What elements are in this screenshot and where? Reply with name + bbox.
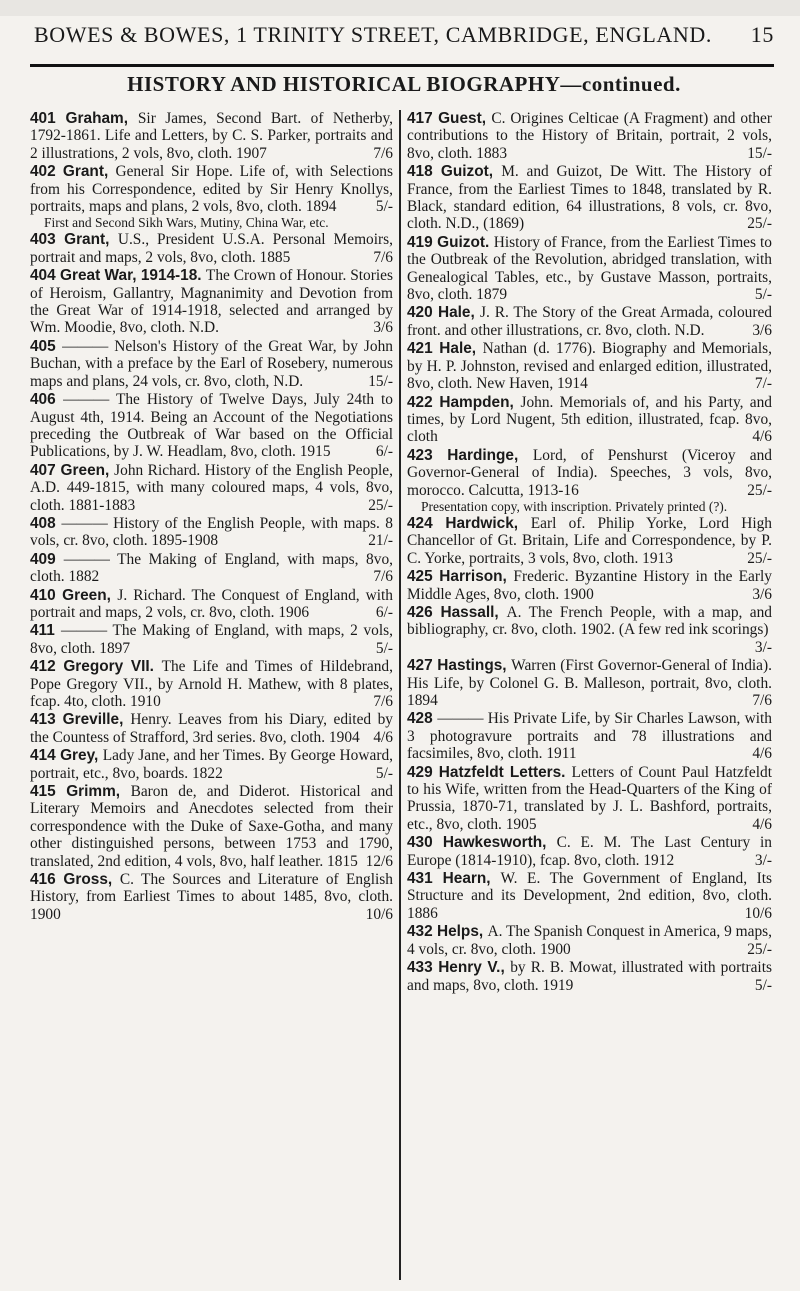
catalogue-entry xyxy=(407,515,772,567)
entry-name: Gregory VII. xyxy=(63,658,162,676)
entry-price: 5/- xyxy=(375,639,393,657)
entry-description: U.S., President U.S.A. Personal Memoirs, portrait and maps, 2 vols, 8vo, cloth. 1885 xyxy=(30,231,393,266)
entry-description: Frederic. Byzantine History in the Early Middle Ages, 8vo, cloth. 1900 xyxy=(407,568,772,603)
entry-number: 402 xyxy=(30,163,63,181)
entry-name: Grey, xyxy=(60,747,103,765)
entry-name: Guizot. xyxy=(437,233,494,251)
entry-name: Green, xyxy=(60,461,115,479)
entry-price: 25/- xyxy=(747,940,772,958)
entry-description: Henry. Leaves from his Diary, edited by the Countess of Strafford, 3rd series. 8vo, cloth. 1904 xyxy=(30,711,393,746)
entry-name: Grant, xyxy=(64,231,118,249)
entry-number: 414 xyxy=(30,747,61,765)
entry-name: Hardinge, xyxy=(447,446,533,464)
entry-number: 420 xyxy=(407,304,438,322)
entry-description: Warren (First Governor-General of India). His Life, by Colonel G. B. Malleson, portrait, 8vo, cloth. 1894 xyxy=(407,657,772,709)
entry-description: Earl of. Philip Yorke, Lord High Chancellor of Gt. Britain, Life and Correspondence, by P. C. Yorke, portraits, 3 vols, 8vo, cloth. 1913 xyxy=(407,514,772,567)
entry-number: 419 xyxy=(407,233,438,251)
entry-name: Hearn, xyxy=(442,870,501,888)
entry-description: Nathan (d. 1776). Biography and Memorials, by H. P. Johnston, revised and enlarged edition, illustrated, 8vo, cloth. New Haven, 1914 xyxy=(407,340,772,393)
entry-description: The Life and Times of Hildebrand, Pope Gregory VII., by Arnold H. Mathew, with 8 plates, fcap. 4to, cloth. 1910 xyxy=(30,658,393,710)
entry-description: ——— The Making of England, with maps, 2 vols, 8vo, cloth. 1897 xyxy=(30,622,393,657)
entry-name: Hardwick, xyxy=(445,514,531,532)
entry-description: John Richard. History of the English People, A.D. 449-1815, with many coloured maps, 4 vols, 8vo, cloth. 1881-1883 xyxy=(30,461,393,514)
entry-description: M. and Guizot, De Witt. The History of France, from the Earliest Times to 1848, translated by R. Black, standard edition, 64 illustrations, 8 vols, cr. 8vo, cloth. N.D., (1869) xyxy=(407,163,772,233)
entry-price: 6/- xyxy=(375,443,393,461)
entry-number: 424 xyxy=(407,514,446,532)
entry-price: 3/- xyxy=(754,851,772,869)
entry-price: 3/6 xyxy=(752,321,772,339)
right-column xyxy=(401,110,772,1280)
entry-price: 7/6 xyxy=(373,248,393,266)
entry-price: 12/6 xyxy=(365,852,393,870)
entry-description: The Crown of Honour. Stories of Heroism, Gallantry, Magnanimity and Devotion from the Great War of 1914-1918, selected and arranged by Wm. Moodie, 8vo, cloth. N.D. xyxy=(30,267,393,337)
catalogue-entry xyxy=(30,622,393,657)
entry-name: Graham, xyxy=(65,110,138,127)
entry-price: 6/- xyxy=(375,603,393,621)
catalogue-entry xyxy=(407,870,772,922)
entry-number: 431 xyxy=(407,870,443,888)
entry-name: Gross, xyxy=(63,871,120,889)
entry-price: 3/6 xyxy=(752,585,772,603)
catalogue-entry xyxy=(407,234,772,304)
entry-number: 417 xyxy=(407,110,439,127)
entry-price: 25/- xyxy=(747,481,772,499)
entry-number: 408 xyxy=(30,514,62,532)
catalogue-entry xyxy=(30,391,393,461)
entry-description: John. Memorials of, and his Party, and times, by Lord Nugent, 5th edition, illustrated, fcap. 8vo, cloth xyxy=(407,393,772,446)
entry-price: 25/- xyxy=(368,496,393,514)
catalogue-entry xyxy=(30,515,393,550)
catalogue-entry xyxy=(30,711,393,746)
entry-description: ——— Nelson's History of the Great War, by John Buchan, with a preface by the Earl of Rosebery, numerous maps and plans, 24 vols, cr. 8vo, cloth, N.D. xyxy=(30,337,393,390)
catalogue-entry xyxy=(407,568,772,603)
catalogue-entry xyxy=(30,338,393,390)
catalogue-entry xyxy=(407,340,772,392)
catalogue-entry xyxy=(30,658,393,710)
entry-price: 10/6 xyxy=(365,905,393,923)
entry-description: J. Richard. The Conquest of England, with portrait and maps, 2 vols, cr. 8vo, cloth. 1906 xyxy=(30,586,393,621)
entry-name: Guizot, xyxy=(440,163,502,181)
entry-number: 416 xyxy=(30,871,64,889)
entry-name: Grant, xyxy=(62,163,116,181)
entry-price: 3/- xyxy=(754,638,772,656)
entry-note: First and Second Sikh Wars, Mutiny, China War, etc. xyxy=(44,215,329,231)
entry-name: Hassall, xyxy=(440,603,507,621)
entry-number: 426 xyxy=(407,603,441,621)
page-top-edge xyxy=(0,0,800,16)
entry-number: 413 xyxy=(30,711,63,729)
entry-price: 5/- xyxy=(375,198,393,216)
entry-name: Helps, xyxy=(436,923,488,941)
page-number: 15 xyxy=(750,22,774,47)
entry-price: 25/- xyxy=(747,549,772,567)
entry-price: 7/6 xyxy=(373,693,393,710)
entry-price: 7/- xyxy=(754,375,772,393)
entry-description: ——— The History of Twelve Days, July 24th to August 4th, 1914. Being an Account of the Negotiations preceding the Outbreak of War based on the Official Publications, by J. W. Headlam, 8vo, cloth. 1915 xyxy=(30,391,393,461)
running-header xyxy=(34,22,774,48)
entry-number: 412 xyxy=(30,658,64,676)
entry-number: 405 xyxy=(30,337,63,355)
entry-description: by R. B. Mowat, illustrated with portraits and maps, 8vo, cloth. 1919 xyxy=(407,959,772,994)
entry-description: J. R. The Story of the Great Armada, coloured front. and other illustrations, cr. 8vo, cloth. N.D. xyxy=(407,304,773,339)
catalogue-entry xyxy=(30,163,393,230)
entry-price: 21/- xyxy=(368,532,393,550)
entry-description: Letters of Count Paul Hatzfeldt to his Wife, written from the Head-Quarters of the King of Prussia, 1870-71, translated by J. L. Bashford, portraits, etc., 8vo, cloth. 1905 xyxy=(407,763,772,833)
entry-description: General Sir Hope. Life of, with Selections from his Correspondence, edited by Sir Henry Knollys, portraits, maps and plans, 2 vols, 8vo, cloth. 1894 xyxy=(30,163,393,216)
catalogue-entry xyxy=(407,959,772,994)
header-rule xyxy=(30,64,774,67)
catalogue-entry xyxy=(407,394,772,446)
entry-number: 425 xyxy=(407,568,440,586)
entry-name: Harrison, xyxy=(439,568,514,586)
entry-price: 5/- xyxy=(754,976,772,994)
catalogue-columns xyxy=(30,110,774,1280)
entry-number: 406 xyxy=(30,391,64,409)
entry-number: 403 xyxy=(30,231,65,249)
catalogue-entry xyxy=(30,231,393,266)
catalogue-entry xyxy=(407,657,772,709)
catalogue-entry xyxy=(407,764,772,834)
section-title: HISTORY AND HISTORICAL BIOGRAPHY—continued. xyxy=(127,72,681,96)
entry-name: Greville, xyxy=(62,711,131,729)
catalogue-entry xyxy=(407,710,772,762)
entry-name: Hastings, xyxy=(437,657,512,675)
entry-description: Lady Jane, and her Times. By George Howard, portrait, etc., 8vo, boards. 1822 xyxy=(30,747,393,782)
entry-number: 429 xyxy=(407,763,439,781)
entry-description: ——— The Making of England, with maps, 8vo, cloth. 1882 xyxy=(30,550,393,586)
entry-description: ——— History of the English People, with maps. 8 vols, cr. 8vo, cloth. 1895-1908 xyxy=(30,514,393,550)
entry-name: Hatzfeldt Letters. xyxy=(438,763,572,781)
entry-price: 7/6 xyxy=(752,692,772,709)
entry-price: 7/6 xyxy=(373,144,393,162)
entry-description: History of France, from the Earliest Times to the Outbreak of the Revolution, abridged translation, with Genealogical Tables, etc., by Gustave Masson, portraits, 8vo, cloth. 1879 xyxy=(407,233,772,304)
entry-number: 433 xyxy=(407,959,439,977)
entry-description: C. E. M. The Last Century in Europe (1814-1910), fcap. 8vo, cloth. 1912 xyxy=(407,834,772,869)
entry-price: 15/- xyxy=(747,144,772,162)
entry-name: Henry V., xyxy=(438,959,511,977)
entry-description: A. The French People, with a map, and bibliography, cr. 8vo, cloth. 1902. (A few red ink scorings) xyxy=(407,603,772,639)
entry-name: Great War, 1914-18. xyxy=(60,267,206,285)
catalogue-entry xyxy=(30,587,393,622)
entry-price: 10/6 xyxy=(744,904,772,922)
entry-name: Grimm, xyxy=(66,783,131,801)
left-column xyxy=(30,110,401,1280)
entry-description: Baron de, and Diderot. Historical and Literary Memoirs and Anecdotes selected from their correspondence with the Duke of Saxe-Gotha, and many other distinguished persons, between 1753 and 1790, translated, 2nd edition, 4 vols, 8vo, half leather. 1815 xyxy=(30,783,393,870)
entry-number: 410 xyxy=(30,586,63,604)
catalogue-entry xyxy=(30,551,393,586)
catalogue-entry xyxy=(407,834,772,869)
entry-number: 418 xyxy=(407,163,441,181)
entry-number: 401 xyxy=(30,110,66,127)
entry-note: Presentation copy, with inscription. Privately printed (?). xyxy=(421,498,728,514)
entry-price: 5/- xyxy=(754,286,772,304)
entry-number: 430 xyxy=(407,834,443,852)
entry-name: Hawkesworth, xyxy=(442,834,557,852)
entry-number: 421 xyxy=(407,340,440,358)
entry-name: Hale, xyxy=(439,340,483,358)
entry-description: C. Origines Celticae (A Fragment) and other contributions to the History of Britain, portrait, 2 vols, 8vo, cloth. 1883 xyxy=(407,110,772,162)
entry-price: 4/6 xyxy=(752,745,772,763)
entry-name: Hale, xyxy=(437,304,481,322)
entry-description: Sir James, Second Bart. of Netherby, 1792-1861. Life and Letters, by C. S. Parker, portraits and 2 illustrations, 2 vols, 8vo, cloth. 1907 xyxy=(30,110,394,162)
entry-number: 407 xyxy=(30,461,61,479)
entry-description: Lord, of Penshurst (Viceroy and Governor-General of India). Speeches, 3 vols, 8vo, morocco. Calcutta, 1913-16 xyxy=(407,446,772,499)
catalogue-entry xyxy=(407,163,772,233)
catalogue-entry xyxy=(30,871,393,923)
entry-number: 423 xyxy=(407,446,448,464)
entry-description: W. E. The Government of England, Its Structure and its Development, 2nd edition, 8vo, cloth. 1886 xyxy=(407,870,772,922)
entry-name: Green, xyxy=(62,586,118,604)
entry-price: 15/- xyxy=(368,372,393,390)
publisher-address: BOWES & BOWES, 1 TRINITY STREET, CAMBRIDGE, ENGLAND. xyxy=(34,22,712,47)
catalogue-entry xyxy=(30,267,393,337)
catalogue-entry xyxy=(407,604,772,656)
catalogue-entry xyxy=(30,747,393,782)
entry-price: 4/6 xyxy=(752,815,772,833)
catalogue-entry xyxy=(30,110,393,162)
entry-number: 432 xyxy=(407,923,437,941)
entry-number: 428 xyxy=(407,710,438,728)
entry-price: 4/6 xyxy=(752,428,772,446)
catalogue-entry xyxy=(407,447,772,514)
entry-price: 4/6 xyxy=(373,728,393,746)
entry-price: 25/- xyxy=(747,215,772,233)
entry-name: Hampden, xyxy=(439,393,521,411)
entry-number: 427 xyxy=(407,657,438,675)
entry-description: C. The Sources and Literature of English History, from Earliest Times to about 1485, 8vo, cloth. 1900 xyxy=(30,871,393,923)
entry-number: 411 xyxy=(30,622,61,640)
entry-number: 409 xyxy=(30,550,64,568)
entry-price: 5/- xyxy=(375,764,393,782)
entry-name: Guest, xyxy=(438,110,492,127)
entry-number: 422 xyxy=(407,393,440,411)
catalogue-entry xyxy=(407,923,772,958)
entry-description: A. The Spanish Conquest in America, 9 maps, 4 vols, cr. 8vo, cloth. 1900 xyxy=(407,923,772,958)
catalogue-entry xyxy=(407,304,772,339)
entry-price: 3/6 xyxy=(373,319,393,337)
entry-number: 404 xyxy=(30,267,61,285)
entry-number: 415 xyxy=(30,783,67,801)
catalogue-entry xyxy=(30,462,393,514)
entry-price: 7/6 xyxy=(373,568,393,586)
catalogue-entry xyxy=(30,783,393,870)
entry-description: ——— His Private Life, by Sir Charles Lawson, with 3 photogravure portraits and 78 illustrations and facsimiles, 8vo, cloth. 1911 xyxy=(407,710,772,763)
catalogue-entry xyxy=(407,110,772,162)
